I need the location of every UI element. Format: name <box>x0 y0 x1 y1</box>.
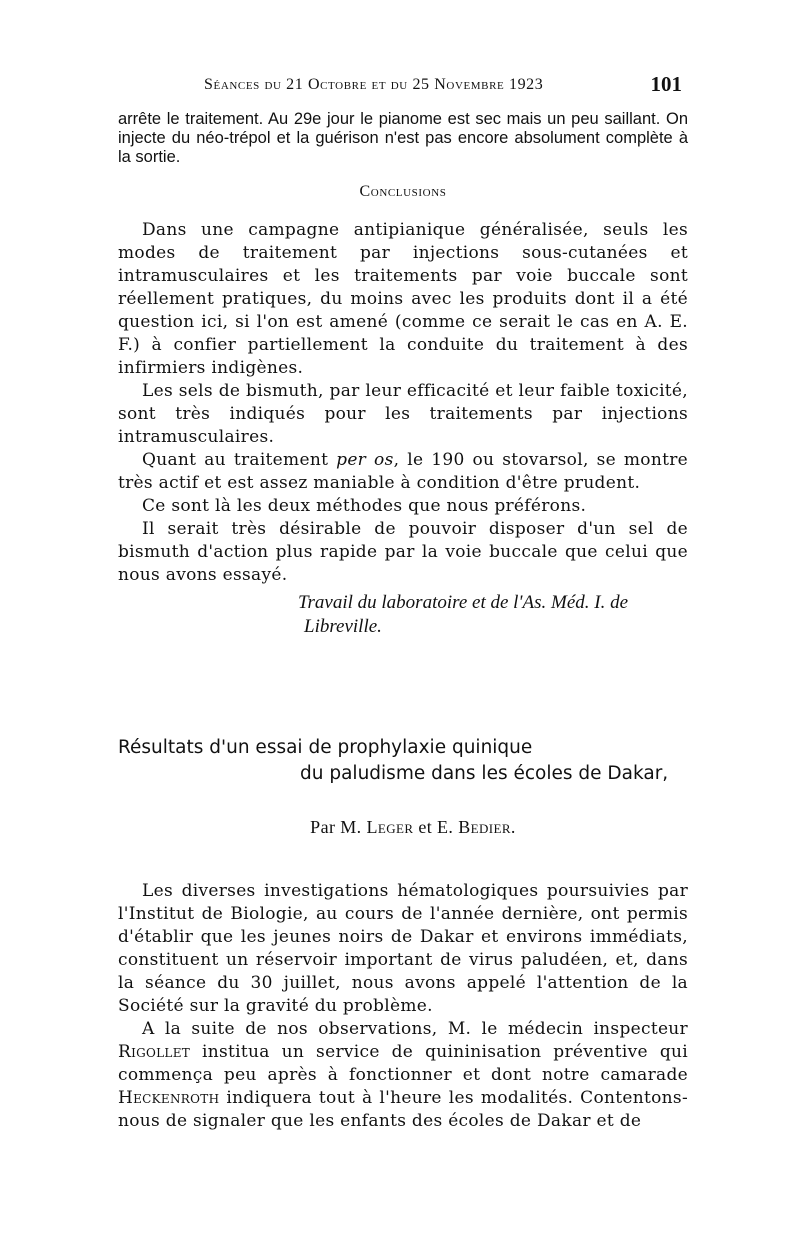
intro-paragraph: arrête le traitement. Au 29e jour le pianome est sec mais un peu saillant. On injecte du néo-trépol et la guérison n'est pas encore absolument complète à la sortie. <box>118 110 688 166</box>
article-title <box>118 735 688 787</box>
page-number: 101 <box>650 72 682 96</box>
conclusion-paragraph: Ce sont là les deux méthodes que nous préférons. <box>142 496 587 516</box>
attribution-line-2: Libreville. <box>304 616 382 637</box>
attribution-line-1: Travail du laboratoire et de l'As. Méd. I. de <box>298 592 629 613</box>
conclusion-paragraph: Dans une campagne antipianique généralisée, seuls les modes de traitement par injections sous-cutanées et intramusculaires et les traitements par voie buccale sont réellement pratiques, du moins avec les produits dont il a été question ici, si l'on est amené (comme ce serait le cas en A. E. F.) à confier partiellement la conduite du traitement à des infirmiers indigènes. <box>118 220 688 378</box>
author-leger: Leger <box>366 817 414 837</box>
article-paragraph: Les diverses investigations hématologiques poursuivies par l'Institut de Biologie, au cours de l'année dernière, ont permis d'établir que les jeunes noirs de Dakar et environs immédiats, constituent un réservoir important de virus paludéen, et, dans la séance du 30 juillet, nous avons appelé l'attention de la Société sur la gravité du problème. <box>118 881 688 1016</box>
per-os-italic: per os <box>336 450 394 470</box>
running-header <box>118 70 688 110</box>
conclusion-paragraph: Il serait très désirable de pouvoir disposer d'un sel de bismuth d'action plus rapide par la voie buccale que celui que nous avons essayé. <box>118 519 688 585</box>
running-title: Séances du 21 Octobre et du 25 Novembre 1923 <box>204 76 544 93</box>
name-heckenroth: Heckenroth <box>118 1088 220 1108</box>
author-bedier: Bedier. <box>458 817 516 837</box>
article-title-line-2: du paludisme dans les écoles de Dakar, <box>300 763 669 784</box>
conclusions-heading: Conclusions <box>359 183 447 200</box>
article-title-line-1: Résultats d'un essai de prophylaxie quinique <box>118 737 533 758</box>
page <box>118 70 688 1133</box>
conclusion-paragraph-oral: Quant au traitement per os, le 190 ou stovarsol, se montre très actif et est assez maniable à condition d'être prudent. <box>118 450 689 493</box>
name-rigollet: Rigollet <box>118 1042 191 1062</box>
work-attribution <box>298 591 688 639</box>
article-authors: Par M. Leger et E. Bedier. <box>310 817 516 837</box>
article-paragraph-2: A la suite de nos observations, M. le médecin inspecteur Rigollet institua un service de quininisation préventive qui commença peu après à fonctionner et dont notre camarade Heckenroth indiquera tout à l'heure les modalités. Contentons-nous de signaler que les enfants des écoles de Dakar et de <box>118 1019 688 1131</box>
conclusion-paragraph: Les sels de bismuth, par leur efficacité et leur faible toxicité, sont très indiqués pour les traitements par injections intramusculaires. <box>118 381 688 447</box>
